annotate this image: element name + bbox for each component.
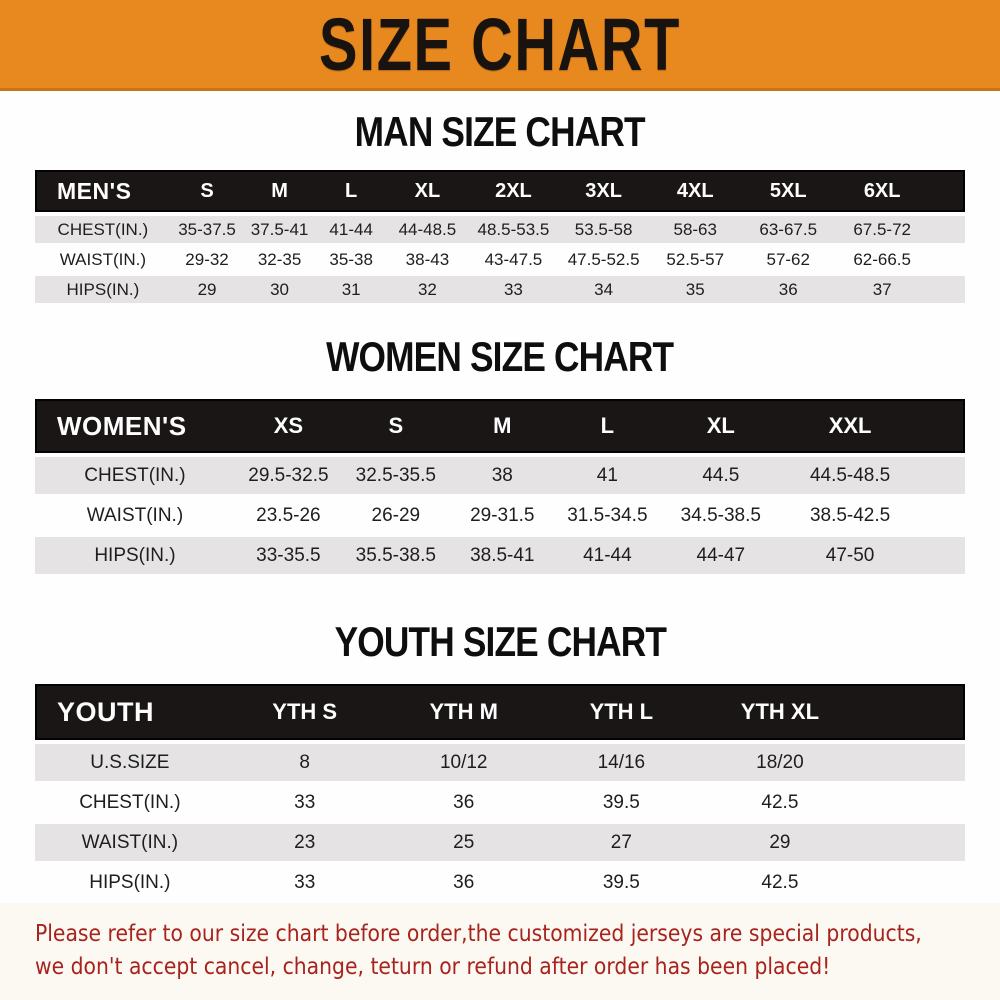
row-label: WAIST(IN.) <box>35 497 235 537</box>
youth-section-title-text: YOUTH SIZE CHART <box>334 618 666 665</box>
filler-cell <box>930 276 965 306</box>
size-value-cell: 42.5 <box>700 864 860 904</box>
size-value-cell: 43-47.5 <box>468 246 558 276</box>
youth-header-row <box>35 684 965 740</box>
size-value-cell: 29-32 <box>171 246 244 276</box>
size-value-cell: 35.5-38.5 <box>342 537 450 577</box>
size-value-cell: 33 <box>225 864 385 904</box>
table-row <box>35 212 965 246</box>
order-notice-line-2: we don't accept cancel, change, teturn or refund after order has been placed! <box>35 954 831 980</box>
size-value-cell: 23 <box>225 824 385 864</box>
youth-section-title <box>0 619 1000 665</box>
men-size-table <box>35 170 965 306</box>
filler-cell <box>860 740 965 784</box>
size-column-header: YTH XL <box>700 684 860 740</box>
size-value-cell: 47-50 <box>782 537 919 577</box>
order-notice-footer <box>0 903 1000 1000</box>
youth-size-table <box>35 684 965 904</box>
size-value-cell: 10/12 <box>385 740 543 784</box>
filler-cell <box>860 684 965 740</box>
size-column-header: 6XL <box>835 170 930 212</box>
size-value-cell: 32 <box>387 276 469 306</box>
size-column-header: 5XL <box>742 170 835 212</box>
size-column-header: 4XL <box>649 170 742 212</box>
size-value-cell: 32.5-35.5 <box>342 453 450 497</box>
size-value-cell: 44.5-48.5 <box>782 453 919 497</box>
table-row <box>35 276 965 306</box>
size-column-header: YTH S <box>225 684 385 740</box>
size-value-cell: 27 <box>543 824 700 864</box>
women-section-title-text: WOMEN SIZE CHART <box>326 333 674 380</box>
size-value-cell: 35-38 <box>316 246 387 276</box>
table-row <box>35 864 965 904</box>
size-value-cell: 33 <box>225 784 385 824</box>
banner <box>0 0 1000 91</box>
youth-section <box>0 619 1000 904</box>
filler-cell <box>860 784 965 824</box>
size-value-cell: 38 <box>450 453 555 497</box>
size-column-header: M <box>450 399 555 453</box>
size-value-cell: 18/20 <box>700 740 860 784</box>
table-corner-label: YOUTH <box>35 684 225 740</box>
row-label: HIPS(IN.) <box>35 537 235 577</box>
filler-cell <box>860 864 965 904</box>
size-value-cell: 23.5-26 <box>235 497 342 537</box>
size-value-cell: 52.5-57 <box>649 246 742 276</box>
row-label: CHEST(IN.) <box>35 453 235 497</box>
row-label: WAIST(IN.) <box>35 246 171 276</box>
size-column-header: 2XL <box>468 170 558 212</box>
men-section-title <box>0 109 1000 155</box>
size-value-cell: 58-63 <box>649 212 742 246</box>
men-section-title-text: MAN SIZE CHART <box>354 108 646 155</box>
size-value-cell: 33-35.5 <box>235 537 342 577</box>
size-column-header: L <box>555 399 660 453</box>
size-value-cell: 33 <box>468 276 558 306</box>
size-value-cell: 42.5 <box>700 784 860 824</box>
size-value-cell: 47.5-52.5 <box>559 246 649 276</box>
size-value-cell: 30 <box>243 276 316 306</box>
row-label: HIPS(IN.) <box>35 864 225 904</box>
filler-cell <box>918 399 965 453</box>
size-value-cell: 29 <box>700 824 860 864</box>
size-value-cell: 38.5-41 <box>450 537 555 577</box>
size-value-cell: 8 <box>225 740 385 784</box>
size-column-header: XL <box>660 399 782 453</box>
size-value-cell: 35-37.5 <box>171 212 244 246</box>
size-value-cell: 39.5 <box>543 784 700 824</box>
filler-cell <box>918 537 965 577</box>
size-value-cell: 31 <box>316 276 387 306</box>
size-value-cell: 38.5-42.5 <box>782 497 919 537</box>
table-row <box>35 497 965 537</box>
size-value-cell: 41 <box>555 453 660 497</box>
women-section-title <box>0 334 1000 380</box>
men-section <box>0 109 1000 306</box>
size-column-header: XS <box>235 399 342 453</box>
filler-cell <box>930 212 965 246</box>
table-row <box>35 784 965 824</box>
size-value-cell: 34 <box>559 276 649 306</box>
table-row <box>35 537 965 577</box>
size-value-cell: 36 <box>385 864 543 904</box>
men-header-row <box>35 170 965 212</box>
size-column-header: 3XL <box>559 170 649 212</box>
size-column-header: M <box>243 170 316 212</box>
size-value-cell: 44-47 <box>660 537 782 577</box>
row-label: WAIST(IN.) <box>35 824 225 864</box>
row-label: HIPS(IN.) <box>35 276 171 306</box>
size-column-header: S <box>171 170 244 212</box>
size-column-header: S <box>342 399 450 453</box>
size-value-cell: 25 <box>385 824 543 864</box>
banner-title: SIZE CHART <box>319 2 681 86</box>
filler-cell <box>860 824 965 864</box>
size-value-cell: 36 <box>385 784 543 824</box>
size-value-cell: 44.5 <box>660 453 782 497</box>
size-value-cell: 41-44 <box>316 212 387 246</box>
size-value-cell: 57-62 <box>742 246 835 276</box>
size-value-cell: 31.5-34.5 <box>555 497 660 537</box>
table-row <box>35 453 965 497</box>
size-value-cell: 26-29 <box>342 497 450 537</box>
size-value-cell: 29 <box>171 276 244 306</box>
size-value-cell: 36 <box>742 276 835 306</box>
women-section <box>0 334 1000 577</box>
filler-cell <box>918 453 965 497</box>
table-row <box>35 246 965 276</box>
size-value-cell: 37 <box>835 276 930 306</box>
row-label: U.S.SIZE <box>35 740 225 784</box>
filler-cell <box>930 246 965 276</box>
table-row <box>35 824 965 864</box>
size-value-cell: 14/16 <box>543 740 700 784</box>
size-column-header: L <box>316 170 387 212</box>
size-column-header: YTH L <box>543 684 700 740</box>
size-value-cell: 41-44 <box>555 537 660 577</box>
size-value-cell: 29.5-32.5 <box>235 453 342 497</box>
size-value-cell: 62-66.5 <box>835 246 930 276</box>
size-value-cell: 63-67.5 <box>742 212 835 246</box>
row-label: CHEST(IN.) <box>35 212 171 246</box>
size-value-cell: 53.5-58 <box>559 212 649 246</box>
size-value-cell: 35 <box>649 276 742 306</box>
size-value-cell: 29-31.5 <box>450 497 555 537</box>
order-notice-line-1: Please refer to our size chart before order,the customized jerseys are special products, <box>35 921 922 947</box>
filler-cell <box>930 170 965 212</box>
row-label: CHEST(IN.) <box>35 784 225 824</box>
size-value-cell: 67.5-72 <box>835 212 930 246</box>
women-size-table <box>35 399 965 577</box>
size-value-cell: 48.5-53.5 <box>468 212 558 246</box>
table-corner-label: MEN'S <box>35 170 171 212</box>
size-column-header: XL <box>387 170 469 212</box>
size-value-cell: 37.5-41 <box>243 212 316 246</box>
table-row <box>35 740 965 784</box>
size-value-cell: 39.5 <box>543 864 700 904</box>
size-value-cell: 38-43 <box>387 246 469 276</box>
size-value-cell: 32-35 <box>243 246 316 276</box>
size-column-header: XXL <box>782 399 919 453</box>
size-value-cell: 34.5-38.5 <box>660 497 782 537</box>
filler-cell <box>918 497 965 537</box>
size-column-header: YTH M <box>385 684 543 740</box>
women-header-row <box>35 399 965 453</box>
size-value-cell: 44-48.5 <box>387 212 469 246</box>
table-corner-label: WOMEN'S <box>35 399 235 453</box>
